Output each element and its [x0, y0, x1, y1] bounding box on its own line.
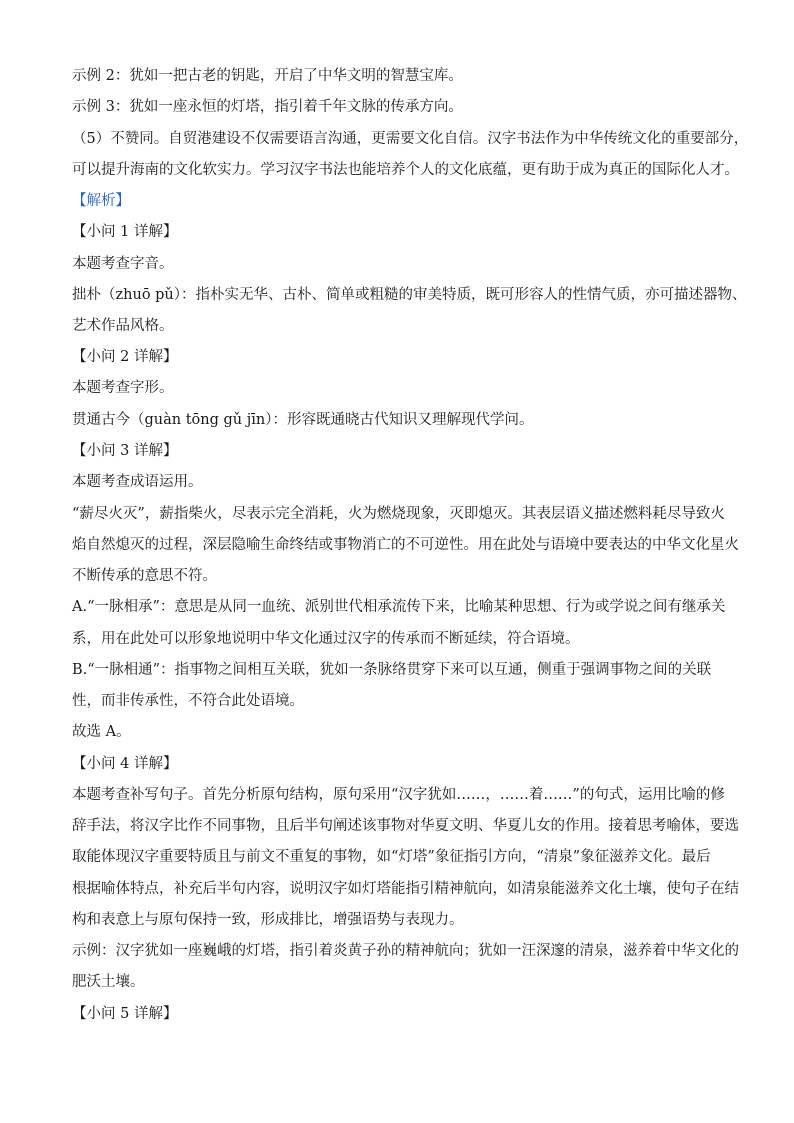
q3-explain-line-2: 焰自然熄灭的过程，深层隐喻生命终结或事物消亡的不可逆性。用在此处与语境中要表达的中华文化星火	[72, 537, 739, 553]
example-3-line: 示例 3：犹如一座永恒的灯塔，指引着千年文脉的传承方向。	[72, 99, 463, 115]
q1-topic: 本题考查字音。	[72, 256, 174, 272]
q4-example-line-1: 示例：汉字犹如一座巍峨的灯塔，指引着炎黄子孙的精神航向；犹如一汪深邃的清泉，滋养着中华文化的	[72, 943, 739, 959]
answer-5-line-1: （5）不赞同。自贸港建设不仅需要语言沟通，更需要文化自信。汉字书法作为中华传统文化的重要部分，	[72, 131, 749, 147]
option-a-line-1: A.“一脉相承”：意思是从同一血统、派别世代相承流传下来，比喻某种思想、行为或学说之间有继承关	[72, 599, 726, 615]
example-2-line: 示例 2：犹如一把古老的钥匙，开启了中华文明的智慧宝库。	[72, 68, 463, 84]
q4-explain-line-2: 辞手法，将汉字比作不同事物，且后半句阐述该事物对华夏文明、华夏儿女的作用。接着思考喻体，要选	[72, 818, 739, 834]
q1-explain-line-1: 拙朴（zhuō pǔ）：指朴实无华、古朴、简单或粗糙的审美特质，既可形容人的性情气质，亦可描述器物、	[72, 287, 747, 303]
q4-explain-line-1: 本题考查补写句子。首先分析原句结构，原句采用“汉字犹如……，……着……”的句式，运用比喻的修	[72, 787, 725, 803]
q2-heading: 【小问 2 详解】	[72, 349, 178, 365]
option-b-line-2: 性，而非传承性，不符合此处语境。	[72, 693, 304, 709]
answer-5-line-2: 可以提升海南的文化软实力。学习汉字书法也能培养个人的文化底蕴，更有助于成为真正的国际化人才。	[72, 162, 739, 178]
q1-heading: 【小问 1 详解】	[72, 224, 178, 240]
jiexi-label: 【解析】	[72, 193, 130, 209]
q4-example-line-2: 肥沃土壤。	[72, 974, 145, 990]
q4-heading: 【小问 4 详解】	[72, 756, 178, 772]
q3-explain-line-1: “薪尽火灭”，薪指柴火，尽表示完全消耗，火为燃烧现象，灭即熄灭。其表层语义描述燃料耗尽导致火	[72, 506, 725, 522]
q4-explain-line-3: 取能体现汉字重要特质且与前文不重复的事物，如“灯塔”象征指引方向，“清泉”象征滋养文化。最后	[72, 849, 711, 865]
q4-explain-line-4: 根据喻体特点，补充后半句内容，说明汉字如灯塔能指引精神航向，如清泉能滋养文化土壤，使句子在结	[72, 881, 739, 897]
q5-heading: 【小问 5 详解】	[72, 1006, 178, 1022]
q3-explain-line-3: 不断传承的意思不符。	[72, 568, 217, 584]
option-a-line-2: 系，用在此处可以形象地说明中华文化通过汉字的传承而不断延续，符合语境。	[72, 631, 580, 647]
q1-explain-line-2: 艺术作品风格。	[72, 318, 174, 334]
q3-topic: 本题考查成语运用。	[72, 474, 203, 490]
q3-heading: 【小问 3 详解】	[72, 443, 178, 459]
q4-explain-line-5: 构和表意上与原句保持一致，形成排比，增强语势与表现力。	[72, 912, 464, 928]
q2-explain: 贯通古今（guàn tōng gǔ jīn）：形容既通晓古代知识又理解现代学问。	[72, 412, 534, 428]
q2-topic: 本题考查字形。	[72, 380, 174, 396]
answer-choice: 故选 A。	[72, 724, 131, 740]
option-b-line-1: B.“一脉相通”：指事物之间相互关联，犹如一条脉络贯穿下来可以互通，侧重于强调事物之间的关联	[72, 662, 712, 678]
